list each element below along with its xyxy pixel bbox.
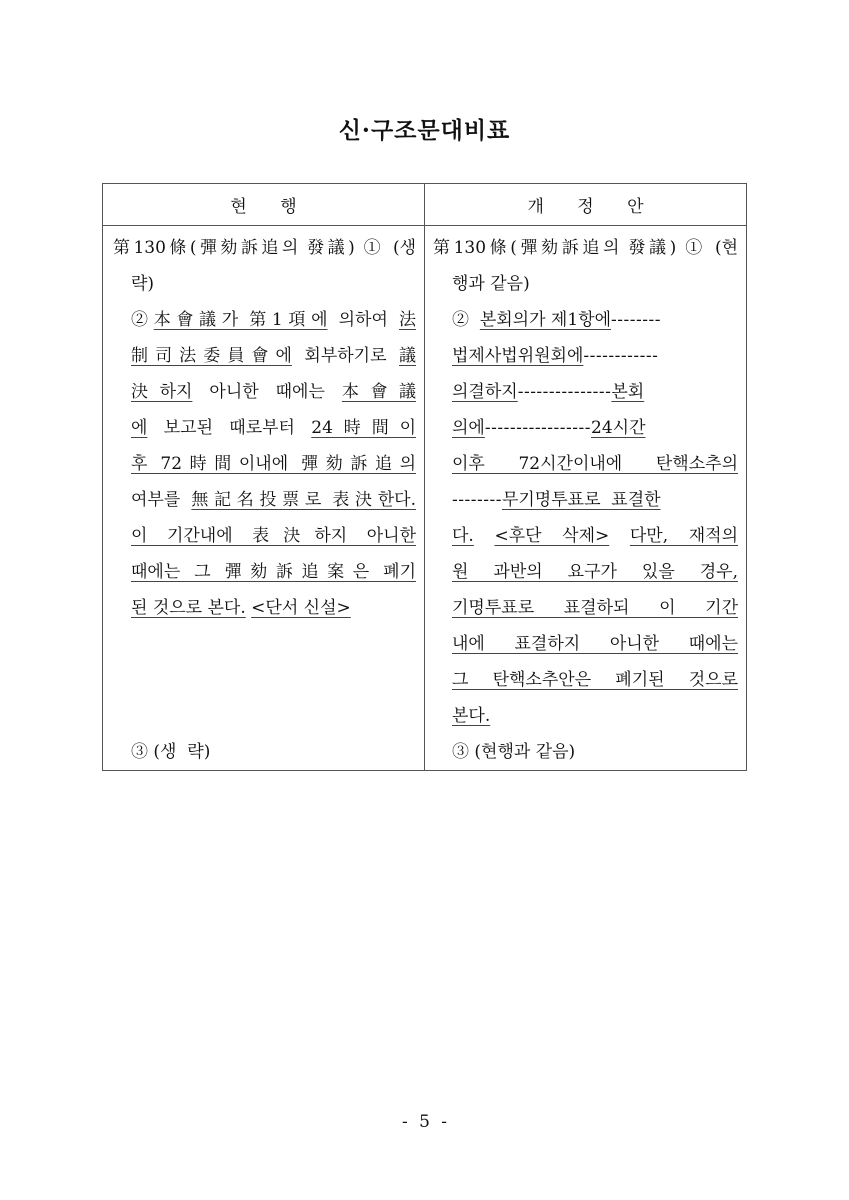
underlined-text: 다만, 재적의 xyxy=(629,526,739,546)
page-title: 신·구조문대비표 xyxy=(338,117,511,144)
right-text-line xyxy=(425,302,746,338)
deletion-dashes: -------- xyxy=(452,490,502,510)
left-text-line xyxy=(103,446,424,482)
left-text-line xyxy=(103,626,424,662)
right-text-line xyxy=(425,446,746,482)
right-text-line xyxy=(425,338,746,374)
right-text-line xyxy=(425,626,746,662)
comparison-table xyxy=(102,183,747,771)
text-segment: 여부를 xyxy=(131,490,192,510)
current-text-column xyxy=(103,226,425,771)
left-text-line xyxy=(103,734,424,770)
underlined-text: 24時間이 xyxy=(311,418,416,438)
underlined-text: 無記名投票로 表決한다. xyxy=(191,490,417,510)
underlined-text: 이후 72시간이내에 탄핵소추의 xyxy=(452,454,738,474)
text-segment xyxy=(474,526,495,546)
text-segment: 第130條(彈劾訴追의 發議) ① (현 xyxy=(433,238,738,258)
left-text-line xyxy=(103,230,424,266)
underlined-text: 本會議가 第1項에 xyxy=(153,310,328,330)
table-body-row xyxy=(103,226,747,771)
text-segment xyxy=(609,526,630,546)
underlined-text: 때에는 그 彈劾訴追案은 폐기 xyxy=(131,562,416,582)
left-text-line xyxy=(103,698,424,734)
left-text-line xyxy=(103,374,424,410)
underlined-text: 기명투표로 표결하되 이 기간 xyxy=(452,598,738,618)
text-segment: 보고된 때로부터 xyxy=(147,418,312,438)
underlined-text: 法 xyxy=(399,310,416,330)
underlined-text: 본다. xyxy=(452,706,491,726)
right-text-line xyxy=(425,266,746,302)
deletion-dashes: -------- xyxy=(611,310,661,330)
right-text-line xyxy=(425,662,746,698)
amendment-text-column xyxy=(425,226,747,771)
underlined-text: 이 기간내에 表決하지 아니한 xyxy=(131,526,416,546)
right-text-line xyxy=(425,518,746,554)
table-header-row xyxy=(103,184,747,226)
right-text-line xyxy=(425,230,746,266)
underlined-text: 에 xyxy=(131,418,148,438)
right-text-line xyxy=(425,698,746,734)
underlined-text: 후 72時間이내에 彈劾訴追의 xyxy=(131,454,416,474)
right-text-line xyxy=(425,734,746,770)
underlined-text: 본회의가 제1항에 xyxy=(479,310,611,330)
deletion-dashes: ----------------- xyxy=(484,418,592,438)
underlined-text: 된 것으로 본다. xyxy=(131,598,246,618)
underlined-text: 決하지 xyxy=(131,382,193,402)
right-text-line xyxy=(425,590,746,626)
text-segment: 회부하기로 xyxy=(291,346,400,366)
left-text-line xyxy=(103,338,424,374)
text-segment: ③ (생 략) xyxy=(131,742,211,762)
right-text-line xyxy=(425,554,746,590)
underlined-text: 다. xyxy=(452,526,474,546)
underlined-text: 制司法委員會에 xyxy=(131,346,292,366)
underlined-text: 24시간 xyxy=(591,418,646,438)
left-text-line xyxy=(103,302,424,338)
underlined-text: 議 xyxy=(399,346,417,366)
text-segment: 행과 같음) xyxy=(452,274,530,294)
right-text-line xyxy=(425,410,746,446)
underlined-text: 그 탄핵소추안은 폐기된 것으로 xyxy=(452,670,738,690)
text-segment: 第130條(彈劾訴追의 發議) ① (생 xyxy=(113,238,416,258)
left-text-line xyxy=(103,482,424,518)
left-text-line xyxy=(103,662,424,698)
right-text-line xyxy=(425,482,746,518)
left-text-line xyxy=(103,518,424,554)
left-text-line xyxy=(103,266,424,302)
underlined-text: 의결하지 xyxy=(452,382,518,402)
underlined-text: 법제사법위원회에 xyxy=(452,346,584,366)
header-current: 현 행 xyxy=(103,184,425,226)
underlined-text: <단서 신설> xyxy=(251,598,351,618)
underlined-text: 원 과반의 요구가 있을 경우, xyxy=(452,562,738,582)
underlined-text: <후단 삭제> xyxy=(494,526,610,546)
underlined-text: 무기명투표로 표결한 xyxy=(501,490,661,510)
text-segment: 략) xyxy=(131,274,155,294)
text-segment: 아니한 때에는 xyxy=(192,382,342,402)
underlined-text: 의에 xyxy=(452,418,485,438)
text-segment: ② xyxy=(131,310,154,330)
underlined-text: 本會議 xyxy=(341,382,417,402)
underlined-text: 내에 표결하지 아니한 때에는 xyxy=(452,634,738,654)
header-amendment: 개 정 안 xyxy=(425,184,747,226)
deletion-dashes: --------------- xyxy=(517,382,612,402)
text-segment: 의하여 xyxy=(327,310,399,330)
right-text-line xyxy=(425,374,746,410)
deletion-dashes: ------------ xyxy=(583,346,659,366)
left-text-line xyxy=(103,590,424,626)
left-text-line xyxy=(103,554,424,590)
underlined-text: 본회 xyxy=(611,382,645,402)
text-segment: ③ (현행과 같음) xyxy=(452,742,576,762)
page-number: - 5 - xyxy=(401,1112,448,1132)
text-segment: ② xyxy=(452,310,480,330)
left-text-line xyxy=(103,410,424,446)
